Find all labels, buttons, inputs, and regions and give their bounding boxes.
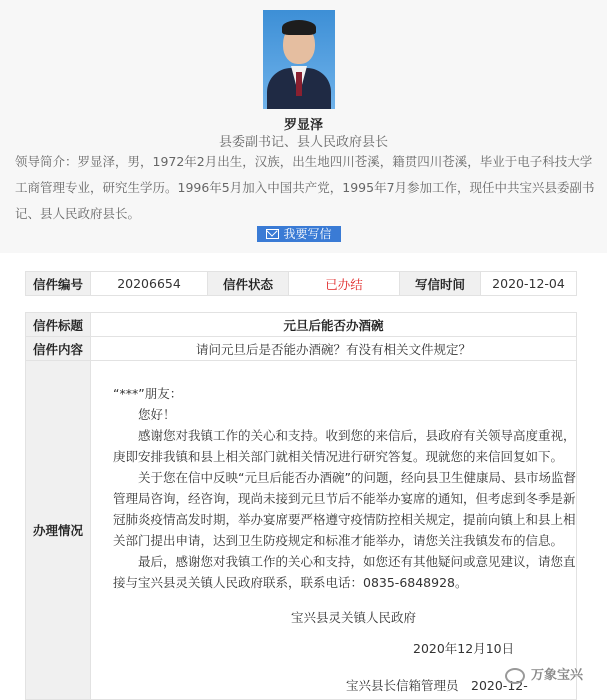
letter-content: 请问元旦后是否能办酒碗？有没有相关文件规定？ [91,337,577,361]
reply-signature-date: 2020年12月10日 [413,641,515,656]
watermark [505,664,583,684]
letter-number: 20206654 [91,272,208,296]
letter-subject: 元旦后能否办酒碗 [91,313,577,337]
letter-subject-label: 信件标题 [26,313,91,337]
reply-paragraph: 关于您在信中反映“元旦后能否办酒碗”的问题，经向县卫生健康局、县市场监督管理局咨询，经咨询，现尚未接到元旦节后不能举办宴席的通知，但考虑到冬季是新冠肺炎疫情高发时期，举办宴席要严格遵守疫情防控相关规定，提前向镇上和县上相关部门提出申请，达到卫生防疫规定和标准才能举办，请您关注我镇发布的信息。 [113,470,576,548]
letter-number-label: 信件编号 [26,272,91,296]
reply-label: 办理情况 [26,361,91,700]
watermark-text: 万象宝兴 [531,668,584,683]
letter-status: 已办结 [289,272,400,296]
leader-portrait-photo [263,10,335,109]
reply-salutation: “***”朋友： [113,386,183,401]
letter-time-label: 写信时间 [400,272,481,296]
wechat-logo-icon [505,668,525,684]
letter-time: 2020-12-04 [481,272,577,296]
write-letter-label: 我要写信 [283,227,332,241]
reply-admin: 宝兴县长信箱管理员 2020-12- [346,678,528,693]
leader-title: 县委副书记、县人民政府县长 [218,135,388,150]
mail-icon [266,229,279,239]
reply-paragraph: 最后，感谢您对我镇工作的关心和支持，如您还有其他疑问或意见建议，请您直接与宝兴县灵关镇人民政府联系，联系电话：0835-6848928。 [113,554,576,590]
reply-paragraph: 感谢您对我镇工作的关心和支持。收到您的来信后，县政府有关领导高度重视，庚即安排我镇和县上相关部门就相关情况进行研究答复。现就您的来信回复如下。 [113,428,576,464]
leader-bio: 领导简介：罗显泽，男，1972年2月出生，汉族，出生地四川苍溪，籍贯四川苍溪，毕业于电子科技大学工商管理专业，研究生学历。1996年5月加入中国共产党，1995年7月参加工作，现任中共宝兴县委副书记、县人民政府县长。 [15,154,595,221]
reply-greeting: 您好！ [138,407,176,422]
reply-signature-org: 宝兴县灵关镇人民政府 [291,610,417,625]
leader-profile-panel [0,0,607,253]
reply-body [113,361,578,696]
letter-status-label: 信件状态 [208,272,289,296]
leader-name: 罗显泽 [283,118,323,133]
letter-content-label: 信件内容 [26,337,91,361]
letter-meta-table [25,271,577,296]
letter-detail-table [25,312,577,700]
reply-cell [91,361,577,700]
write-letter-button[interactable] [257,226,341,242]
